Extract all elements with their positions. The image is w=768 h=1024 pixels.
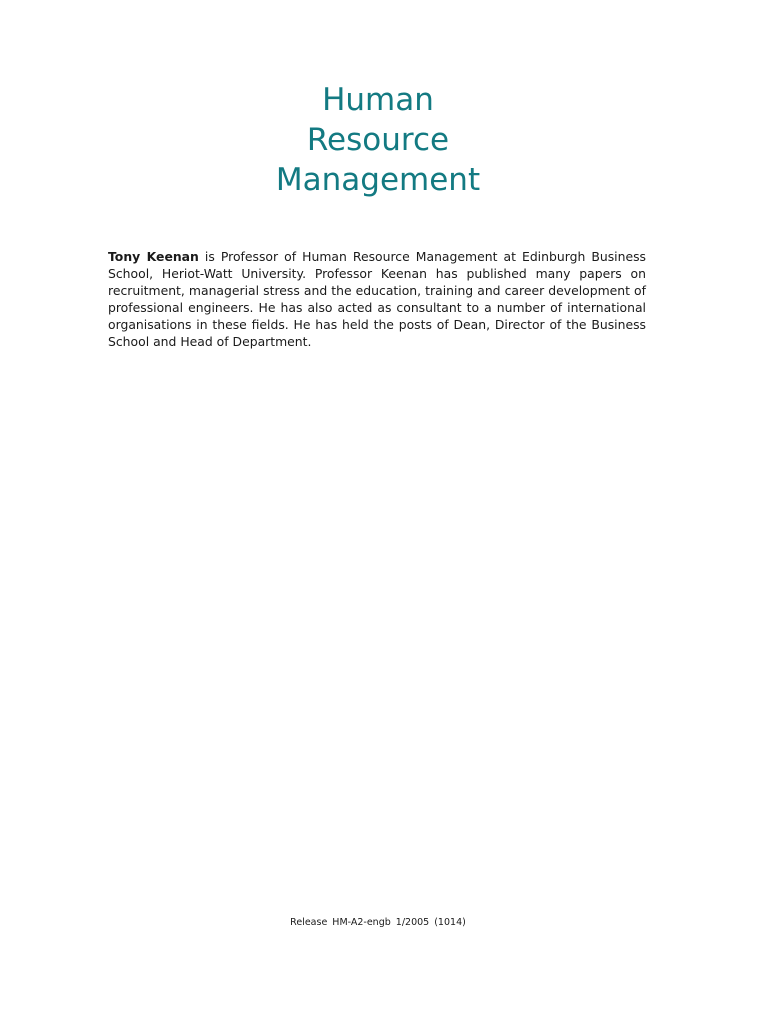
author-name: Tony Keenan — [108, 249, 199, 264]
title-line-human: Human — [322, 82, 434, 118]
release-info: Release HM-A2-engb 1/2005 (1014) — [290, 917, 466, 928]
book-title — [0, 80, 756, 200]
author-bio — [108, 248, 646, 350]
title-line-resource: Resource — [306, 122, 450, 158]
author-bio-text: is Professor of Human Resource Management at Edinburgh Business School, Heriot-Watt University. Professor Keenan has published many papers on recruitment, managerial stress and the education, training and career development of professional engineers. He has also acted as consultant to a number of international organisations in these fields. He has held the posts of Dean, Director of the Business School and Head of Department. — [108, 249, 646, 349]
title-line-management: Management — [275, 162, 481, 198]
